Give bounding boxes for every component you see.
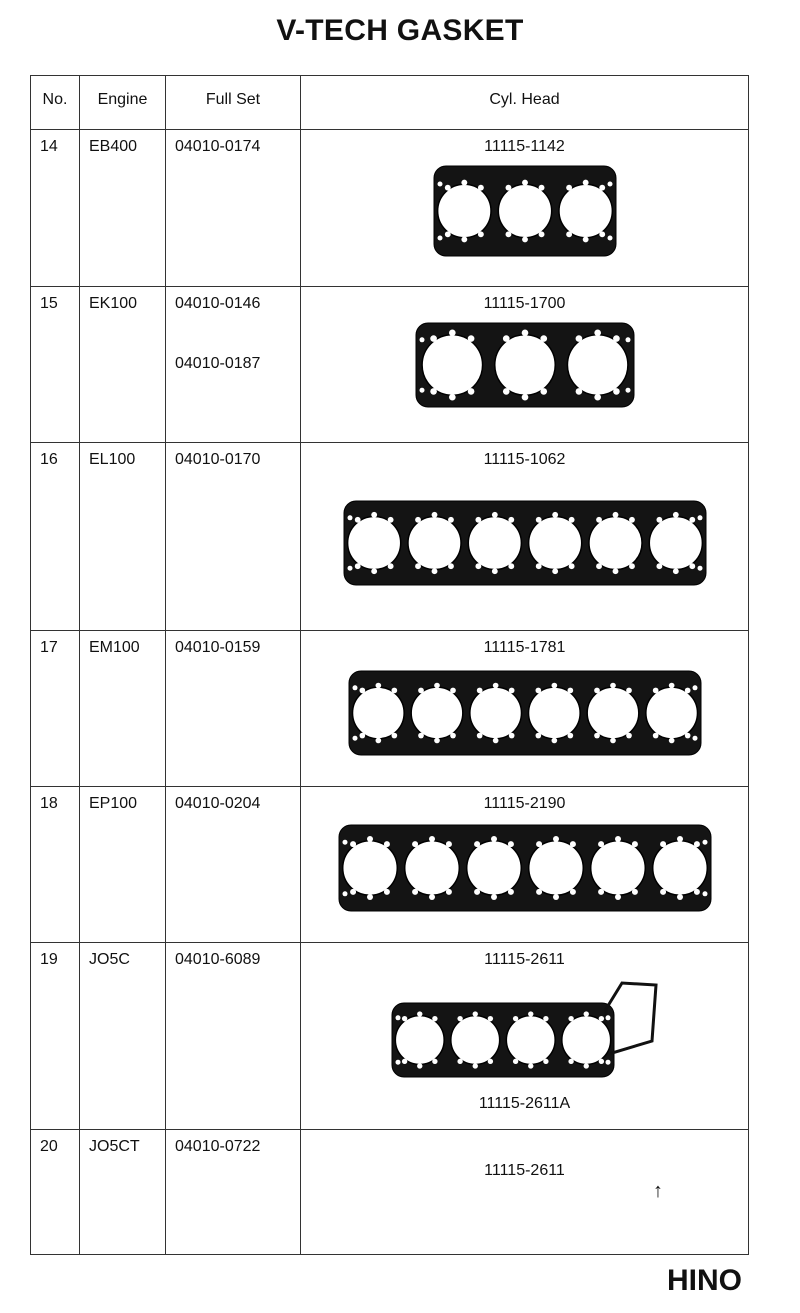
bolt-hole <box>354 517 360 523</box>
bolt-hole <box>342 891 347 896</box>
bolt-hole <box>629 563 635 569</box>
fullset-part: 04010-0174 <box>175 138 261 155</box>
bolt-hole <box>477 185 483 191</box>
bolt-hole <box>594 329 601 336</box>
bolt-hole <box>582 236 588 242</box>
bolt-hole <box>475 517 481 523</box>
bolt-hole <box>528 1063 533 1068</box>
bolt-hole <box>430 388 437 395</box>
bolt-hole <box>543 1016 548 1021</box>
bolt-hole <box>566 231 572 237</box>
cylinder-bore <box>652 841 707 896</box>
bolt-hole <box>689 517 695 523</box>
header-fullset: Full Set <box>166 76 301 130</box>
gasket-image <box>342 497 708 589</box>
bolt-hole <box>538 231 544 237</box>
bolt-hole <box>566 185 572 191</box>
bolt-hole <box>652 688 658 694</box>
cylinder-bore <box>395 1016 444 1065</box>
bolt-hole <box>508 563 514 569</box>
cylinder-bore <box>407 516 460 569</box>
cylinder-bore <box>450 1016 499 1065</box>
row-engine: JO5C <box>80 943 166 1130</box>
bolt-hole <box>569 889 575 895</box>
bolt-hole <box>568 1016 573 1021</box>
bolt-hole <box>450 688 456 694</box>
table-row <box>31 1130 749 1255</box>
bolt-hole <box>656 517 662 523</box>
cylinder-bore <box>587 687 639 739</box>
bolt-hole <box>342 840 347 845</box>
bolt-hole <box>522 236 528 242</box>
bolt-hole <box>434 683 440 689</box>
fullset-part: 04010-0146 <box>175 295 261 312</box>
bolt-hole <box>431 512 437 518</box>
bolt-hole <box>475 563 481 569</box>
cylinder-bore <box>528 516 581 569</box>
bolt-hole <box>383 841 389 847</box>
bolt-hole <box>476 688 482 694</box>
bolt-hole <box>352 736 357 741</box>
bolt-hole <box>476 733 482 739</box>
bolt-hole <box>697 566 702 571</box>
bolt-hole <box>395 1015 400 1020</box>
bolt-hole <box>490 836 496 842</box>
bolt-hole <box>347 566 352 571</box>
cyl-head-part: 11115-1700 <box>483 295 566 312</box>
table-row <box>31 787 749 943</box>
bolt-hole <box>487 1016 492 1021</box>
bolt-hole <box>568 517 574 523</box>
bolt-hole <box>540 388 547 395</box>
bolt-hole <box>412 841 418 847</box>
bolt-hole <box>521 329 528 336</box>
cylinder-bore <box>645 687 697 739</box>
table-row <box>31 443 749 631</box>
bolt-hole <box>445 889 451 895</box>
bolt-hole <box>626 688 632 694</box>
bolt-hole <box>626 733 632 739</box>
bolt-hole <box>625 337 630 342</box>
bolt-hole <box>401 1016 406 1021</box>
bolt-hole <box>437 182 442 187</box>
bolt-hole <box>418 688 424 694</box>
bolt-hole <box>540 335 547 342</box>
bolt-hole <box>535 517 541 523</box>
bolt-hole <box>613 388 620 395</box>
bolt-hole <box>631 841 637 847</box>
bolt-hole <box>607 236 612 241</box>
bolt-hole <box>567 688 573 694</box>
bolt-hole <box>660 841 666 847</box>
cyl-head-part-alt: 11115-2611A <box>478 1095 571 1112</box>
bolt-hole <box>672 568 678 574</box>
bolt-hole <box>350 889 356 895</box>
bolt-hole <box>505 185 511 191</box>
bolt-hole <box>551 738 557 744</box>
page-title: V-TECH GASKET <box>276 14 524 47</box>
cylinder-bore <box>466 841 521 896</box>
header-row <box>31 76 749 130</box>
bolt-hole <box>689 563 695 569</box>
bolt-hole <box>507 889 513 895</box>
bolt-hole <box>472 1063 477 1068</box>
bolt-hole <box>668 683 674 689</box>
bolt-hole <box>612 512 618 518</box>
bolt-hole <box>693 841 699 847</box>
gasket-image <box>347 667 703 759</box>
fullset-part: 04010-0722 <box>175 1138 261 1155</box>
table-row <box>31 943 749 1130</box>
bolt-hole <box>428 894 434 900</box>
bolt-hole <box>448 517 454 523</box>
row-no: 15 <box>31 287 80 443</box>
bolt-hole <box>672 512 678 518</box>
cyl-head-part: 11115-2611 <box>484 951 565 968</box>
bolt-hole <box>567 733 573 739</box>
bolt-hole <box>352 685 357 690</box>
cylinder-bore <box>342 841 397 896</box>
bolt-hole <box>594 394 601 401</box>
cylinder-bore <box>567 335 627 395</box>
bolt-hole <box>371 568 377 574</box>
bolt-hole <box>582 180 588 186</box>
bolt-hole <box>431 568 437 574</box>
bolt-hole <box>487 1059 492 1064</box>
row-engine: EM100 <box>80 631 166 787</box>
bolt-hole <box>461 236 467 242</box>
row-no: 14 <box>31 130 80 287</box>
fullset-part: 04010-6089 <box>175 951 261 968</box>
bolt-hole <box>507 841 513 847</box>
row-no: 17 <box>31 631 80 787</box>
cylinder-bore <box>588 516 641 569</box>
bolt-hole <box>437 236 442 241</box>
row-no: 18 <box>31 787 80 943</box>
bolt-hole <box>693 889 699 895</box>
bolt-hole <box>375 738 381 744</box>
bolt-hole <box>508 733 514 739</box>
bolt-hole <box>490 894 496 900</box>
bolt-hole <box>552 894 558 900</box>
bolt-hole <box>474 841 480 847</box>
gasket-image <box>432 162 618 260</box>
cyl-head-part: 11115-2611 <box>484 1162 565 1179</box>
bolt-hole <box>457 1016 462 1021</box>
bolt-hole <box>684 688 690 694</box>
bolt-hole <box>596 563 602 569</box>
bolt-hole <box>583 1063 588 1068</box>
bolt-hole <box>538 185 544 191</box>
bolt-hole <box>668 738 674 744</box>
bolt-hole <box>535 733 541 739</box>
bolt-hole <box>444 231 450 237</box>
bolt-hole <box>613 335 620 342</box>
bolt-hole <box>366 894 372 900</box>
bolt-hole <box>477 231 483 237</box>
bolt-hole <box>428 836 434 842</box>
bolt-hole <box>508 517 514 523</box>
bolt-hole <box>366 836 372 842</box>
table-row <box>31 130 749 287</box>
bolt-hole <box>359 688 365 694</box>
bolt-hole <box>552 836 558 842</box>
bolt-hole <box>474 889 480 895</box>
cylinder-bore <box>437 184 490 237</box>
bolt-hole <box>521 394 528 401</box>
gasket-image <box>390 981 660 1081</box>
bolt-hole <box>415 563 421 569</box>
header-no: No. <box>31 76 80 130</box>
bolt-hole <box>598 841 604 847</box>
cylinder-bore <box>494 335 554 395</box>
bolt-hole <box>444 185 450 191</box>
bolt-hole <box>350 841 356 847</box>
cylinder-bore <box>404 841 459 896</box>
header-cyl-head: Cyl. Head <box>301 76 749 130</box>
table-row <box>31 631 749 787</box>
row-engine: EK100 <box>80 287 166 443</box>
bolt-hole <box>449 329 456 336</box>
bolt-hole <box>505 231 511 237</box>
bolt-hole <box>417 1063 422 1068</box>
bolt-hole <box>418 733 424 739</box>
bolt-hole <box>612 568 618 574</box>
bolt-hole <box>569 841 575 847</box>
row-engine: JO5CT <box>80 1130 166 1255</box>
bolt-hole <box>508 688 514 694</box>
cylinder-bore <box>498 184 551 237</box>
bolt-hole <box>445 841 451 847</box>
fullset-part: 04010-0159 <box>175 639 261 656</box>
bolt-hole <box>605 1060 610 1065</box>
cylinder-bore <box>422 335 482 395</box>
bolt-hole <box>652 733 658 739</box>
bolt-hole <box>692 685 697 690</box>
bolt-hole <box>432 1016 437 1021</box>
bolt-hole <box>536 841 542 847</box>
bolt-hole <box>599 185 605 191</box>
bolt-hole <box>614 894 620 900</box>
bolt-hole <box>552 512 558 518</box>
bolt-hole <box>419 388 424 393</box>
bolt-hole <box>450 733 456 739</box>
bolt-hole <box>448 563 454 569</box>
bolt-hole <box>598 1016 603 1021</box>
bolt-hole <box>656 563 662 569</box>
bolt-hole <box>491 512 497 518</box>
bolt-hole <box>522 180 528 186</box>
bolt-hole <box>575 335 582 342</box>
cyl-head-part: 11115-1142 <box>484 138 565 155</box>
bolt-hole <box>512 1059 517 1064</box>
fullset-part: 04010-0204 <box>175 795 261 812</box>
bolt-hole <box>449 394 456 401</box>
fullset-part: 04010-0170 <box>175 451 261 468</box>
bolt-hole <box>467 335 474 342</box>
bolt-hole <box>432 1059 437 1064</box>
bolt-hole <box>598 1059 603 1064</box>
bolt-hole <box>684 733 690 739</box>
bolt-hole <box>614 836 620 842</box>
arrow-up-icon: ↑ <box>653 1180 663 1202</box>
bolt-hole <box>491 568 497 574</box>
bolt-hole <box>543 1059 548 1064</box>
bolt-hole <box>660 889 666 895</box>
row-engine: EL100 <box>80 443 166 631</box>
bolt-hole <box>419 337 424 342</box>
bolt-hole <box>502 335 509 342</box>
gasket-table <box>30 75 749 1255</box>
row-no: 16 <box>31 443 80 631</box>
bolt-hole <box>625 388 630 393</box>
bolt-hole <box>461 180 467 186</box>
bolt-hole <box>391 733 397 739</box>
bolt-hole <box>702 840 707 845</box>
bolt-hole <box>535 563 541 569</box>
row-no: 19 <box>31 943 80 1130</box>
bolt-hole <box>395 1060 400 1065</box>
bolt-hole <box>535 688 541 694</box>
cylinder-bore <box>528 687 580 739</box>
bolt-hole <box>417 1011 422 1016</box>
bolt-hole <box>605 1015 610 1020</box>
bolt-hole <box>528 1011 533 1016</box>
gasket-image <box>414 319 636 411</box>
bolt-hole <box>676 836 682 842</box>
bolt-hole <box>467 388 474 395</box>
bolt-hole <box>472 1011 477 1016</box>
row-no: 20 <box>31 1130 80 1255</box>
bolt-hole <box>676 894 682 900</box>
bolt-hole <box>502 388 509 395</box>
bolt-hole <box>697 515 702 520</box>
bolt-hole <box>536 889 542 895</box>
bolt-hole <box>383 889 389 895</box>
bolt-hole <box>583 1011 588 1016</box>
cylinder-bore <box>469 687 521 739</box>
row-engine: EB400 <box>80 130 166 287</box>
bolt-hole <box>371 512 377 518</box>
bolt-hole <box>552 568 558 574</box>
bolt-hole <box>492 738 498 744</box>
bolt-hole <box>610 683 616 689</box>
cylinder-bore <box>558 184 611 237</box>
bolt-hole <box>594 688 600 694</box>
bolt-hole <box>434 738 440 744</box>
bolt-hole <box>568 1059 573 1064</box>
cyl-head-part: 11115-1781 <box>483 639 566 656</box>
bolt-hole <box>610 738 616 744</box>
cylinder-bore <box>561 1016 610 1065</box>
cylinder-bore <box>649 516 702 569</box>
bolt-hole <box>594 733 600 739</box>
bolt-hole <box>412 889 418 895</box>
bolt-hole <box>430 335 437 342</box>
bolt-hole <box>415 517 421 523</box>
cyl-head-part: 11115-2190 <box>483 795 566 812</box>
bolt-hole <box>607 182 612 187</box>
bolt-hole <box>375 683 381 689</box>
bolt-hole <box>631 889 637 895</box>
cylinder-bore <box>347 516 400 569</box>
bolt-hole <box>387 517 393 523</box>
bolt-hole <box>512 1016 517 1021</box>
header-engine: Engine <box>80 76 166 130</box>
bolt-hole <box>354 563 360 569</box>
gasket-image <box>337 821 713 915</box>
bolt-hole <box>629 517 635 523</box>
bolt-hole <box>391 688 397 694</box>
bolt-hole <box>387 563 393 569</box>
cylinder-bore <box>352 687 404 739</box>
cylinder-bore <box>528 841 583 896</box>
cyl-head-part: 11115-1062 <box>483 451 566 468</box>
cylinder-bore <box>590 841 645 896</box>
cylinder-bore <box>506 1016 555 1065</box>
row-engine: EP100 <box>80 787 166 943</box>
bolt-hole <box>401 1059 406 1064</box>
bolt-hole <box>359 733 365 739</box>
bolt-hole <box>568 563 574 569</box>
table-row <box>31 287 749 443</box>
bolt-hole <box>492 683 498 689</box>
bolt-hole <box>599 231 605 237</box>
cylinder-bore <box>468 516 521 569</box>
bolt-hole <box>347 515 352 520</box>
brand-label: HINO <box>667 1264 742 1297</box>
bolt-hole <box>551 683 557 689</box>
fullset-part: 04010-0187 <box>175 355 261 372</box>
bolt-hole <box>575 388 582 395</box>
bolt-hole <box>598 889 604 895</box>
cylinder-bore <box>411 687 463 739</box>
bolt-hole <box>596 517 602 523</box>
bolt-hole <box>702 891 707 896</box>
bolt-hole <box>457 1059 462 1064</box>
bolt-hole <box>692 736 697 741</box>
